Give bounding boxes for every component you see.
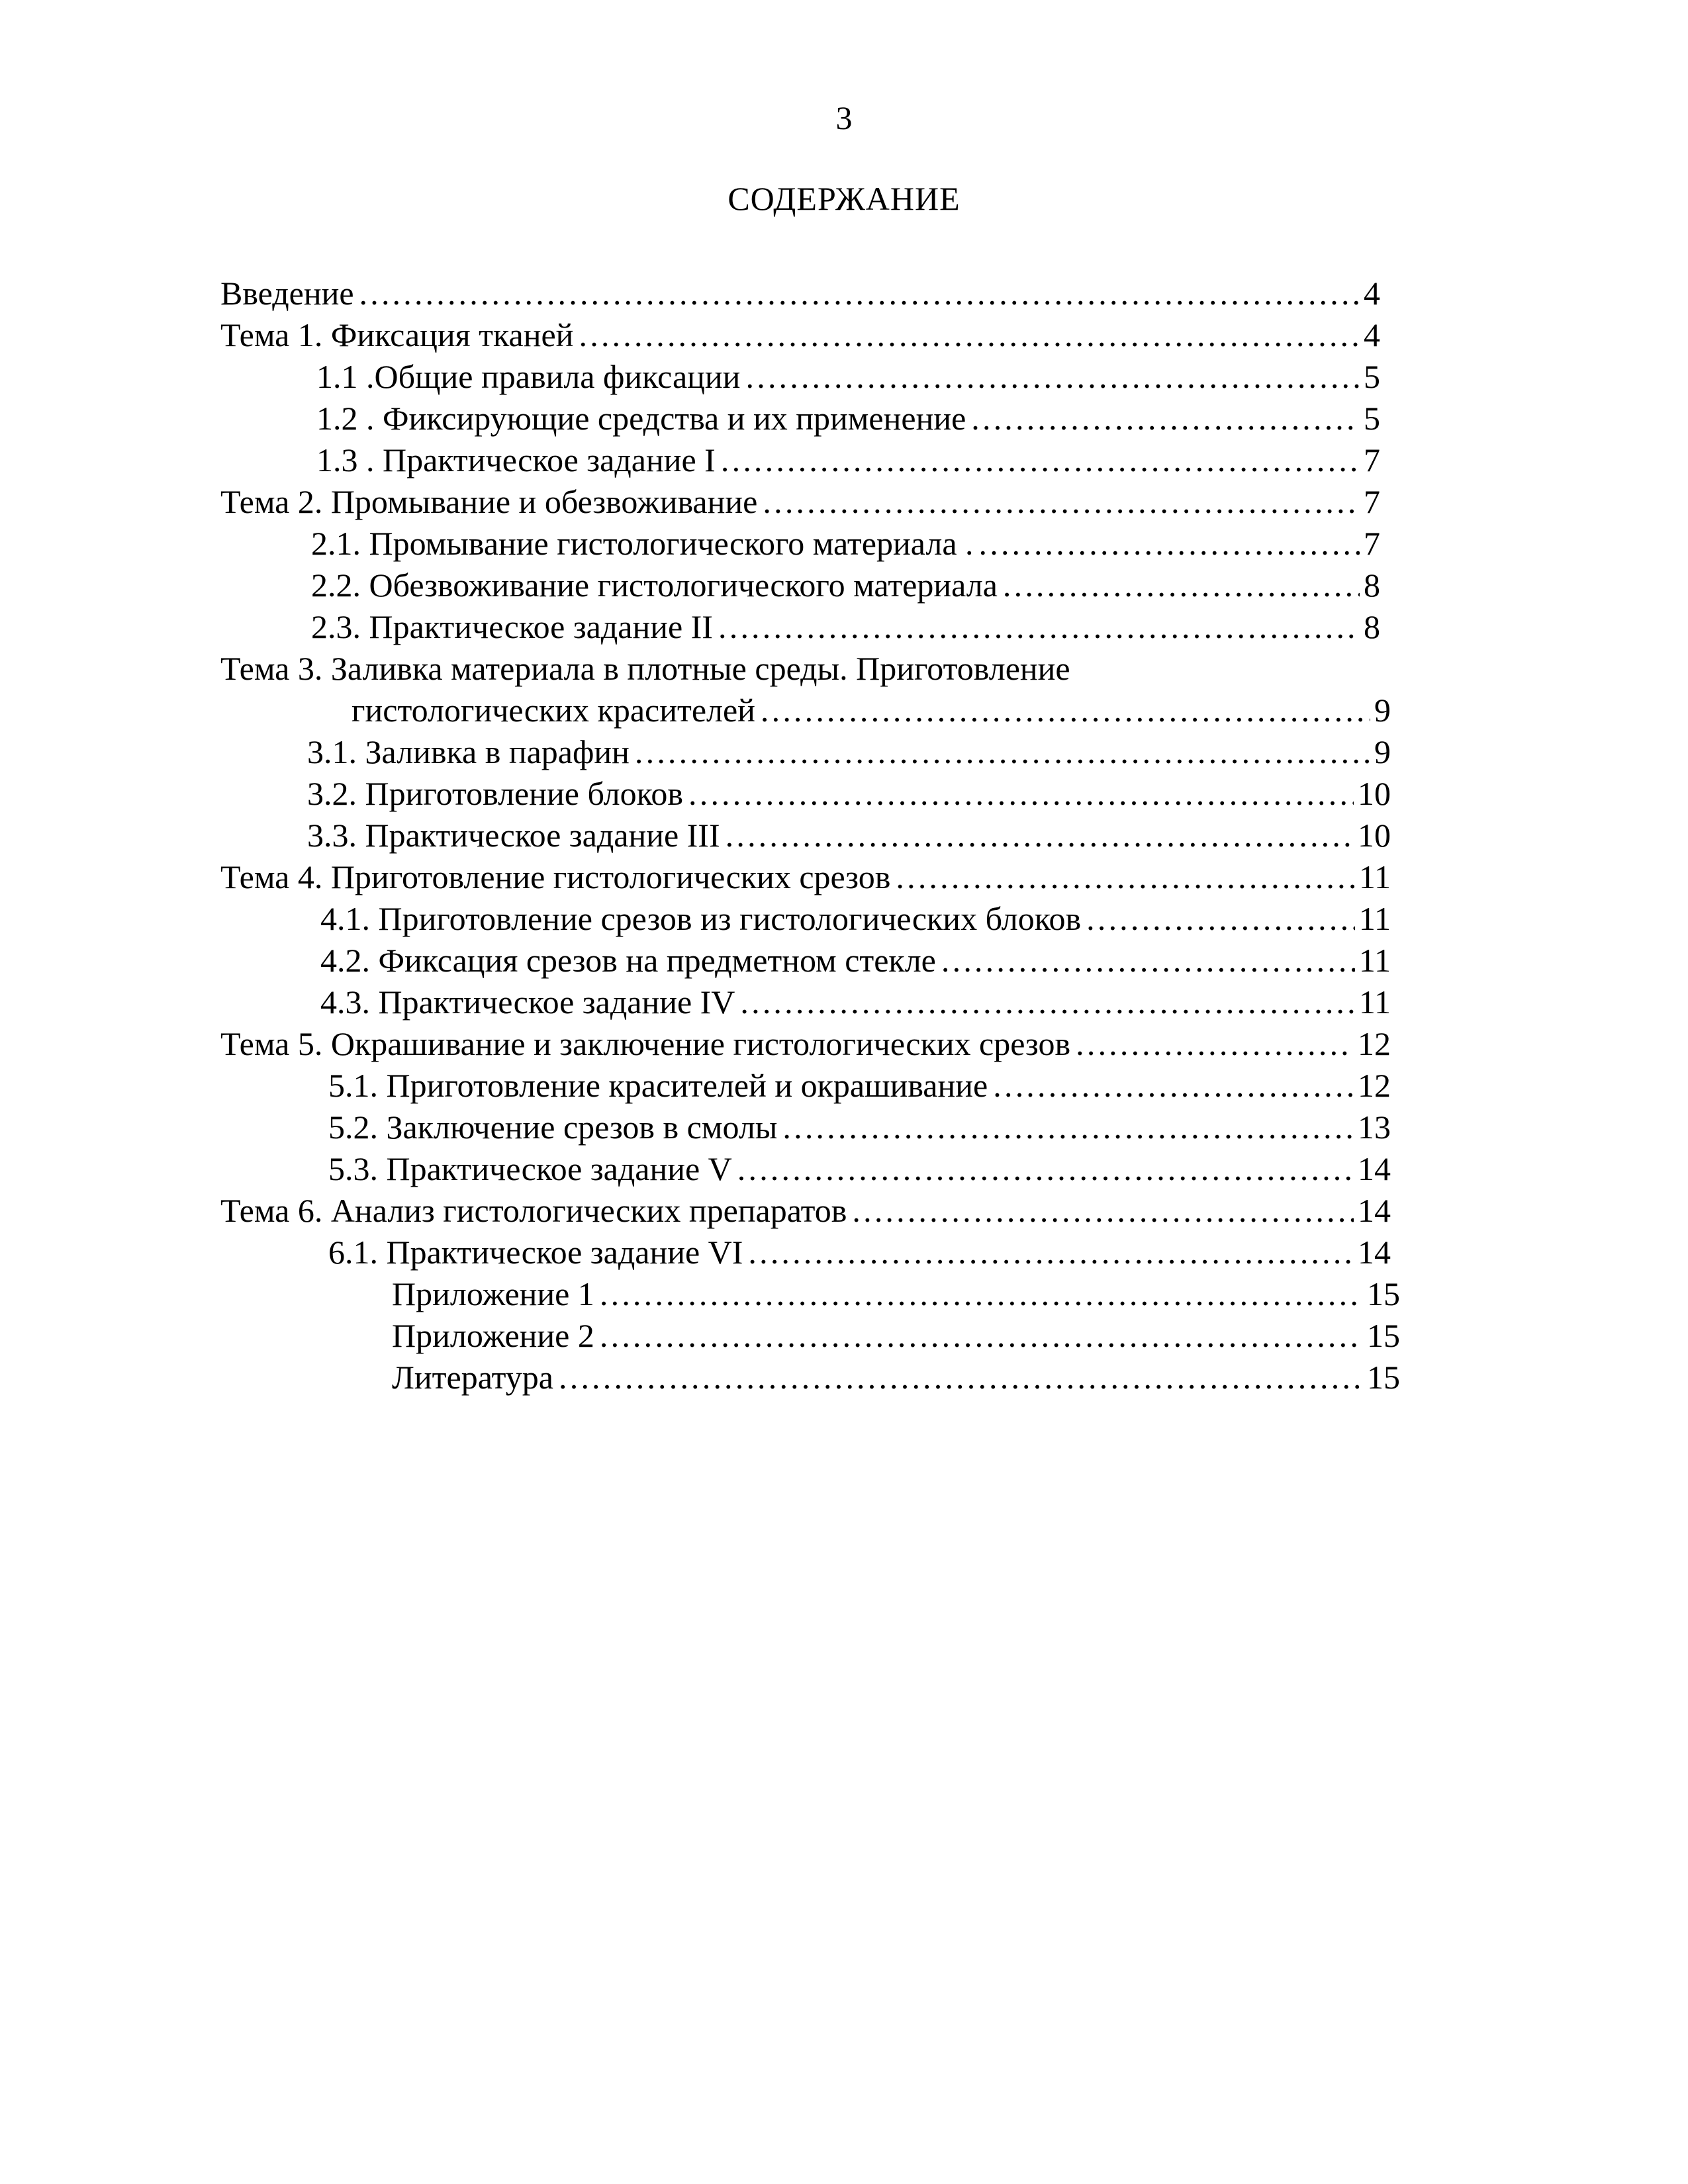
toc-entry-label: Введение	[220, 275, 354, 312]
dot-leader	[633, 731, 1370, 772]
toc-entry-label: 2.3. Практическое задание II	[311, 608, 713, 645]
dot-leader	[761, 481, 1360, 522]
dot-leader	[598, 1273, 1363, 1314]
toc-entry-page: 15	[1367, 1359, 1400, 1396]
toc-entry-page: 15	[1367, 1317, 1400, 1354]
toc-entry-topic-1	[220, 314, 1380, 355]
toc-entry-page: 11	[1358, 858, 1391, 895]
toc-entry-label: гистологических красителей	[352, 692, 755, 729]
toc-entry-page: 8	[1364, 608, 1380, 645]
page-number: 3	[835, 99, 853, 136]
toc-entry-label: Тема 4. Приготовление гистологических срезов	[220, 858, 891, 895]
toc-entry-4-1	[320, 898, 1391, 939]
dot-leader	[598, 1315, 1363, 1356]
dot-leader	[577, 314, 1360, 355]
dot-leader	[1002, 565, 1360, 606]
dot-leader	[759, 690, 1370, 731]
toc-entry-page: 9	[1374, 692, 1391, 729]
toc-entry-page: 9	[1374, 733, 1391, 770]
dot-leader	[720, 439, 1360, 480]
toc-entry-topic-3	[220, 648, 1380, 689]
toc-entry-label: Литература	[392, 1359, 553, 1396]
toc-entry-label: 4.2. Фиксация срезов на предметном стекле	[320, 942, 936, 979]
dot-leader	[970, 398, 1360, 439]
toc-entry-page: 11	[1358, 942, 1391, 979]
toc-entry-page: 5	[1364, 358, 1380, 395]
dot-leader	[978, 523, 1360, 564]
toc-entry-page: 14	[1358, 1192, 1391, 1229]
toc-entry-label: 5.1. Приготовление красителей и окрашивание	[328, 1067, 988, 1104]
toc-entry-page: 10	[1358, 775, 1391, 812]
toc-entry-label: 3.1. Заливка в парафин	[307, 733, 630, 770]
dot-leader	[744, 356, 1360, 397]
toc-entry-5-1	[328, 1065, 1391, 1106]
toc-entry-label: Тема 5. Окрашивание и заключение гистологических срезов	[220, 1025, 1071, 1062]
toc-entry-3-2	[307, 773, 1391, 814]
toc-entry-1-2	[316, 398, 1380, 439]
toc-entry-page: 8	[1364, 567, 1380, 604]
toc-entry-page: 11	[1358, 900, 1391, 937]
toc-entry-1-3	[316, 439, 1380, 480]
toc-entry-6-1	[328, 1232, 1391, 1273]
dot-leader	[747, 1232, 1354, 1273]
toc-entry-topic-3-continued	[352, 690, 1391, 731]
toc-entry-page: 4	[1364, 275, 1380, 312]
toc-entry-label: Тема 2. Промывание и обезвоживание	[220, 483, 758, 520]
toc-entry-label: 1.2 . Фиксирующие средства и их применение	[316, 400, 966, 437]
toc-entry-2-3	[311, 606, 1380, 647]
toc-entry-label: 3.3. Практическое задание III	[307, 817, 720, 854]
dot-leader	[687, 773, 1354, 814]
toc-entry-topic-6	[220, 1190, 1391, 1231]
toc-entry-page: 10	[1358, 817, 1391, 854]
toc-entry-appendix-2	[392, 1315, 1400, 1356]
toc-entry-label: 1.1 .Общие правила фиксации	[316, 358, 741, 395]
toc-entry-label: 5.2. Заключение срезов в смолы	[328, 1109, 778, 1146]
dot-leader	[1074, 1023, 1354, 1064]
toc-entry-3-1	[307, 731, 1391, 772]
toc-entry-page: 12	[1358, 1067, 1391, 1104]
dot-leader	[717, 606, 1360, 647]
dot-leader	[992, 1065, 1354, 1106]
toc-entry-page: 12	[1358, 1025, 1391, 1062]
toc-entry-label: Тема 3. Заливка материала в плотные среды. Приготовление	[220, 650, 1070, 687]
toc-entry-page: 4	[1364, 316, 1380, 353]
toc-entry-literature	[392, 1357, 1400, 1398]
toc-entry-label: 2.1. Промывание гистологического материала .	[311, 525, 974, 562]
toc-entry-label: 5.3. Практическое задание V	[328, 1150, 732, 1187]
dot-leader	[894, 856, 1354, 897]
toc-entry-label: 4.3. Практическое задание IV	[320, 983, 735, 1021]
toc-entry-introduction	[220, 273, 1380, 314]
dot-leader	[736, 1148, 1354, 1189]
toc-entry-topic-5	[220, 1023, 1391, 1064]
toc-entry-1-1	[316, 356, 1380, 397]
dot-leader	[1085, 898, 1355, 939]
dot-leader	[724, 815, 1354, 856]
toc-entry-page: 11	[1358, 983, 1391, 1021]
toc-entry-page: 7	[1364, 525, 1380, 562]
dot-leader	[557, 1357, 1363, 1398]
toc-entry-page: 15	[1367, 1275, 1400, 1312]
toc-entry-label: Приложение 1	[392, 1275, 594, 1312]
toc-entry-label: 6.1. Практическое задание VI	[328, 1234, 743, 1271]
dot-leader	[358, 273, 1360, 314]
page-title: СОДЕРЖАНИЕ	[727, 180, 961, 217]
toc-entry-label: 1.3 . Практическое задание I	[316, 441, 716, 478]
toc-entry-3-3	[307, 815, 1391, 856]
toc-entry-topic-2	[220, 481, 1380, 522]
dot-leader	[781, 1107, 1354, 1148]
toc-entry-2-2	[311, 565, 1380, 606]
dot-leader	[940, 940, 1355, 981]
toc-entry-5-3	[328, 1148, 1391, 1189]
toc-entry-4-3	[320, 981, 1391, 1023]
toc-entry-label: Приложение 2	[392, 1317, 594, 1354]
toc-entry-page: 7	[1364, 483, 1380, 520]
toc-entry-page: 13	[1358, 1109, 1391, 1146]
toc-entry-label: 4.1. Приготовление срезов из гистологических блоков	[320, 900, 1082, 937]
toc-entry-appendix-1	[392, 1273, 1400, 1314]
toc-entry-label: 3.2. Приготовление блоков	[307, 775, 683, 812]
toc-entry-page: 14	[1358, 1150, 1391, 1187]
toc-entry-label: Тема 6. Анализ гистологических препаратов	[220, 1192, 847, 1229]
toc-entry-page: 7	[1364, 441, 1380, 478]
toc-entry-4-2	[320, 940, 1391, 981]
toc-entry-label: 2.2. Обезвоживание гистологического материала	[311, 567, 998, 604]
toc-entry-label: Тема 1. Фиксация тканей	[220, 316, 574, 353]
toc-entry-page: 14	[1358, 1234, 1391, 1271]
toc-entry-2-1	[311, 523, 1380, 564]
toc-entry-5-2	[328, 1107, 1391, 1148]
dot-leader	[851, 1190, 1354, 1231]
toc-entry-topic-4	[220, 856, 1391, 897]
toc-entry-page: 5	[1364, 400, 1380, 437]
dot-leader	[739, 981, 1354, 1023]
